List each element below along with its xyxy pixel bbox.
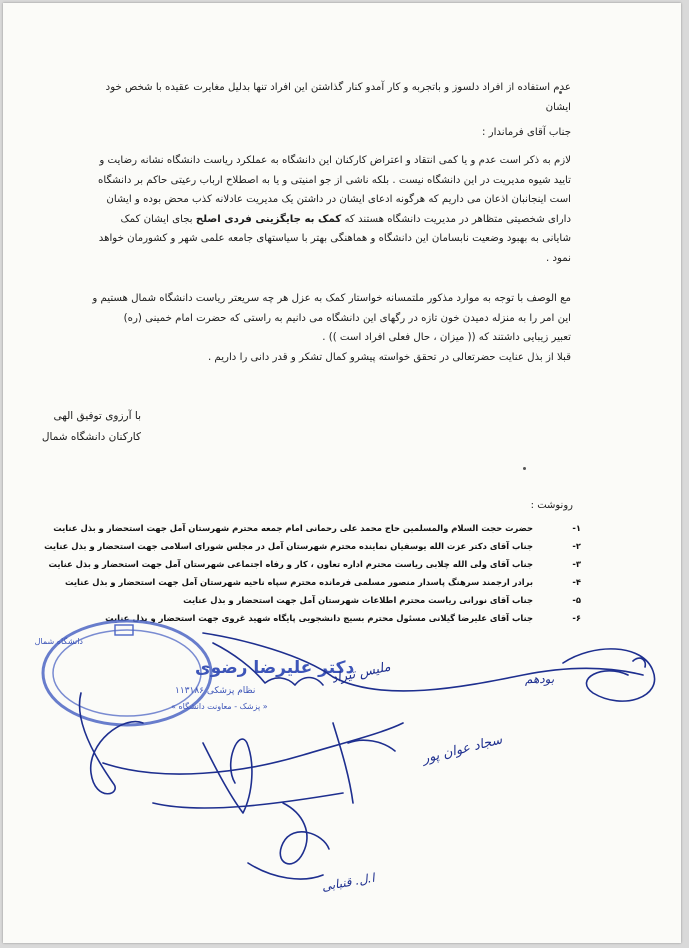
text-line: این امر را به منزله دمیدن خون تازه در رگهای این دانشگاه می دانیم به راستی که حضرت امام خمینی (ره): [123, 312, 571, 324]
cc-item-number: ۲-: [572, 541, 581, 551]
signature-name: بودهم: [525, 672, 555, 686]
cc-item-text: جناب آقای ولی الله چلابی ریاست محترم اداره تعاون ، کار و رفاه اجتماعی شهرستان آمل جهت استحضار و بذل عنایت: [48, 559, 533, 569]
cc-item-text: حضرت حجت السلام والمسلمین حاج محمد علی رحمانی امام جمعه محترم شهرستان آمل جهت استحضار و بذل عنایت: [53, 523, 533, 533]
cc-item-text: جناب آقای علیرضا گیلانی مسئول محترم بسیج دانشجویی پایگاه شهید غروی جهت استحضار و بذل عنایت: [105, 613, 533, 623]
stamp-and-signatures: [3, 3, 681, 943]
signature-scribble: [280, 803, 329, 864]
closing-wish: با آرزوی توفیق الهی: [53, 410, 141, 422]
closing-signatory: کارکنان دانشگاه شمال: [41, 431, 141, 443]
signature-scribble: [248, 863, 323, 879]
text-line: دارای شخصیتی متظاهر در مدیریت دانشگاه هستند که کمک به جایگزینی فردی اصلح بجای ایشان کمک: [120, 213, 571, 225]
cc-item-number: ۳-: [572, 559, 581, 569]
cc-heading: رونوشت :: [530, 500, 573, 511]
text-line: تعبیر زیبایی داشتند که (( میزان ، حال فعلی افراد است )) .: [322, 332, 571, 344]
signature-name: ملیس تیراد: [330, 659, 392, 687]
university-stamp: [35, 621, 355, 725]
text-line: ایشان: [545, 101, 571, 113]
text-line: قبلا از بذل عنایت حضرتعالی در تحقق خواسته پیشرو کمال تشکر و قدر دانی را داریم .: [207, 351, 571, 363]
stamp-name: دکتر علیرضا رضوی: [195, 658, 355, 678]
cc-item-number: ۴-: [572, 577, 581, 587]
text-line: است اینجانبان اذعان می داریم که هرگونه ادعای ایشان در داشتن یک مدیریت عادلانه کذب محض بوده و ایشان: [106, 194, 571, 206]
stamp-top-text: دانشگاه شمال: [34, 637, 83, 646]
signature-name: ا.ل. قنبابی: [320, 870, 376, 894]
signature-name: سجاد عوان پور: [421, 732, 504, 767]
cc-item-number: ۵-: [572, 595, 581, 605]
text-line: مع الوصف با توجه به موارد مذکور ملتمسانه خواستار کمک به عزل هر چه سریعتر ریاست دانشگاه شمال هستیم و: [92, 293, 571, 304]
stamp-code: نظام پزشکی ۱۱۳۱۸۶: [175, 686, 256, 696]
text-line: عدم استفاده از افراد دلسوز و باتجربه و کار آمدو کنار گذاشتن این افراد تنها بدلیل مغایرت عقیده با شخص خود: [105, 82, 571, 93]
cc-item-number: ۱-: [572, 523, 581, 533]
text-line: جناب آقای فرماندار :: [482, 127, 571, 138]
letter-page: [3, 3, 681, 943]
cc-item-text: جناب آقای دکتر عزت الله یوسفیان نماینده محترم شهرستان آمل در مجلس شورای اسلامی جهت استحضار و بذل عنایت: [44, 541, 533, 551]
text-line: نمود .: [545, 252, 571, 264]
cc-item-number: ۶-: [572, 613, 581, 623]
signature-names: [321, 660, 555, 894]
emphasized-phrase: کمک به جایگزینی فردی اصلح: [195, 213, 342, 225]
text-line: شایانی به بهبود وضعیت نابسامان این دانشگاه و هماهنگی بهتر با سیاستهای جامعه علمی شهر و کشورمان خواهد: [98, 233, 571, 245]
signature-scribble: [333, 723, 395, 803]
signature-scribble: [80, 693, 143, 794]
stamp-bottom-text: « پزشک - معاونت دانشگاه »: [171, 702, 268, 711]
text-line: تایید شیوه مدیریت در این دانشگاه نیست . بلکه ناشی از جو امنیتی و یا به اصطلاح ارباب رعیتی حاکم بر دانشگاه: [98, 174, 571, 186]
signature-scribble: [103, 723, 403, 774]
cc-item-text: برادر ارجمند سرهنگ پاسدار منصور مسلمی فرمانده محترم سپاه ناحیه شهرستان آمل جهت استحضار و بذل عنایت: [65, 577, 533, 587]
signature-scribble: [153, 739, 343, 813]
text-line: لازم به ذکر است عدم و یا کمی انتقاد و اعتراض کارکنان این دانشگاه به عملکرد ریاست دانشگاه نشانه رضایت و: [99, 155, 571, 166]
cc-item-text: جناب آقای نورانی ریاست محترم اطلاعات شهرستان آمل جهت استحضار و بذل عنایت: [183, 595, 533, 605]
